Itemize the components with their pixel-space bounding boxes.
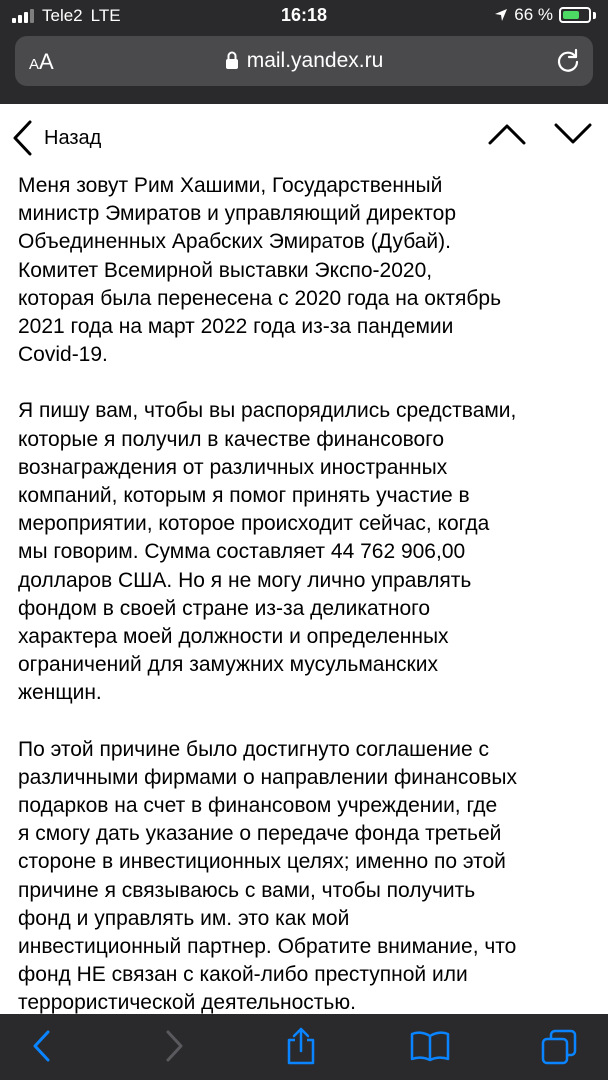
text-line: которые я получил в качестве финансового: [18, 427, 445, 451]
browser-back-icon[interactable]: [30, 1028, 54, 1064]
text-line: женщин.: [18, 681, 102, 705]
location-icon: [494, 8, 508, 22]
battery-fill: [563, 11, 579, 19]
email-paragraph: [18, 397, 594, 707]
text-line: 2021 года на март 2022 года из-за пандемии: [18, 315, 454, 339]
address-bar[interactable]: [15, 36, 593, 86]
text-line: Объединенных Арабских Эмиратов (Дубай).: [18, 230, 451, 254]
text-line: мы говорим. Сумма составляет 44 762 906,00: [18, 540, 466, 564]
text-line: характера моей должности и определенных: [18, 625, 449, 649]
email-paragraph: [18, 736, 594, 1018]
mail-navbar: [0, 104, 608, 172]
text-line: долларов США. Но я не могу лично управлять: [18, 568, 472, 592]
clock: 16:18: [280, 5, 328, 25]
share-icon[interactable]: [284, 1026, 318, 1066]
text-size-icon: A: [29, 56, 40, 73]
email-paragraph: [18, 172, 594, 369]
text-line: фондом в своей стране из-за деликатного: [18, 596, 431, 620]
text-line: террористической деятельностью.: [18, 991, 356, 1015]
text-line: различными фирмами о направлении финансовых: [18, 765, 518, 789]
text-line: причине я связываюсь с вами, чтобы получить: [18, 878, 476, 902]
back-button[interactable]: [12, 120, 101, 156]
text-line: мероприятии, которое происходит сейчас, когда: [18, 512, 490, 536]
text-line: я смогу дать указание о передаче фонда третьей: [18, 822, 502, 846]
text-line: ограничений для замужних мусульманских: [18, 653, 438, 677]
email-body: [18, 172, 594, 1046]
network-type: LTE: [90, 6, 121, 25]
chevron-down-icon[interactable]: [554, 122, 592, 146]
carrier-name: Tele2: [42, 6, 83, 25]
text-line: Я пишу вам, чтобы вы распорядились средствами,: [18, 399, 517, 423]
browser-address-area: [0, 30, 608, 104]
text-size-label: A: [39, 49, 54, 74]
battery-percent: 66 %: [514, 5, 553, 24]
back-label: Назад: [44, 126, 102, 149]
text-line: Комитет Всемирной выставки Экспо-2020,: [18, 258, 433, 282]
text-line: Меня зовут Рим Хашими, Государственный: [18, 174, 443, 197]
lock-icon: [225, 51, 239, 69]
status-bar: [0, 0, 608, 30]
text-line: фонд и управлять им. это как мой: [18, 906, 350, 930]
url-text: mail.yandex.ru: [246, 49, 384, 72]
bookmarks-icon[interactable]: [410, 1030, 450, 1062]
text-line: Covid-19.: [18, 343, 108, 367]
reload-icon[interactable]: [555, 48, 581, 74]
text-line: министр Эмиратов и управляющий директор: [18, 202, 457, 226]
browser-forward-icon[interactable]: [162, 1028, 186, 1064]
battery-icon: [559, 7, 591, 23]
text-line: стороне в инвестиционных целях; именно по этой: [18, 850, 506, 874]
battery-tip: [593, 12, 596, 19]
text-line: фонд НЕ связан с какой-либо преступной или: [18, 963, 468, 987]
text-line: компаний, которым я помог принять участие в: [18, 484, 470, 508]
url-display[interactable]: [15, 49, 593, 73]
browser-toolbar: [0, 1014, 608, 1080]
tabs-icon[interactable]: [540, 1028, 578, 1066]
text-line: которая была перенесена с 2020 года на октябрь: [18, 286, 502, 310]
text-line: инвестиционный партнер. Обратите внимание, что: [18, 935, 517, 959]
text-line: подарков на счет в финансовом учреждении, где: [18, 794, 498, 818]
text-line: По этой причине было достигнуто соглашение с: [18, 737, 490, 761]
chevron-left-icon: [12, 120, 34, 156]
status-right: [494, 5, 596, 25]
chevron-up-icon[interactable]: [488, 122, 526, 146]
text-line: вознаграждения от различных иностранных: [18, 455, 448, 479]
